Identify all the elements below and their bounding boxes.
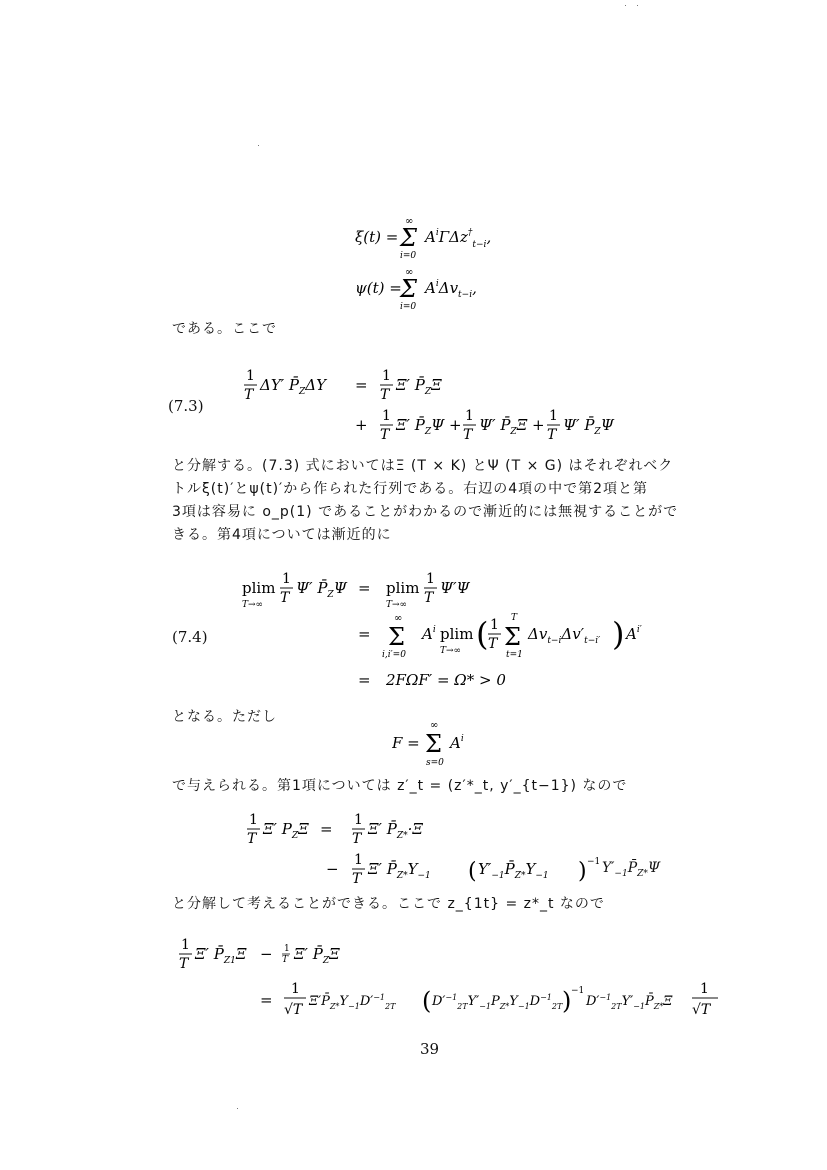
svg-text:T: T [352, 831, 362, 847]
svg-text:Ξ′ P̄ZΞ: Ξ′ $P̄_Z\Xi$ [396, 376, 442, 397]
svg-text:t=1: t=1 [506, 650, 523, 660]
svg-text:Ξ′P̄Z*Y−1D′−12T: $\Xi'P̄_{Z*}Y_{-1}D'^{-1}_{2T}$ [309, 993, 396, 1011]
svg-text:T: T [280, 590, 290, 606]
equation-first-term-tail-text: $Y'_{-1}P̄_{Z*}\Psi$ [602, 860, 661, 879]
svg-text:1: 1 [354, 852, 363, 868]
svg-text:): ) [562, 987, 572, 1015]
equation-7-3-render [243, 366, 663, 446]
svg-text:+: + [355, 416, 368, 434]
svg-text:2FΩF′ = Ω* > 0: 2FΩF′ = Ω* > 0 [386, 671, 506, 689]
equation-first-term-render [246, 810, 626, 890]
equation-xi [355, 212, 655, 260]
svg-text:Ξ′ P̄Z*Y−1: Ξ′ $P̄_{Z*}Y_{-1}$ [368, 860, 431, 881]
svg-text:F =: F = [392, 734, 420, 752]
equation-first-term-tail [602, 860, 660, 879]
svg-text:√T: √T [284, 1002, 303, 1018]
svg-text:−: − [326, 860, 339, 878]
svg-text:−: − [260, 945, 273, 963]
svg-text:D′−12TY′−1PZ*Y−1D−12T: $D'^{-1}_{2T}Y'_{-1}P_{Z*}Y_{-1}D^{-1}_{2T}$ [432, 993, 563, 1011]
svg-text:Ξ′ P̄Z1Ξ: Ξ′ $P̄_{Z1}\Xi$ [195, 945, 247, 966]
svg-text:i,i′=0: i,i′=0 [382, 650, 406, 660]
svg-text:Ai: $A^i$ [422, 625, 436, 643]
svg-text:i=0: i=0 [400, 251, 417, 260]
svg-text:Ψ′Ψ: Ψ′Ψ [440, 579, 470, 597]
svg-text:T: T [247, 831, 257, 847]
paragraph-given: で与えられる。第1項については z′_t = (z′*_t, y′_{t−1}) なので [172, 778, 628, 794]
equation-xi-render [355, 212, 655, 260]
equation-7-4 [240, 565, 680, 695]
equation-psi [355, 265, 655, 313]
svg-text:1: 1 [382, 368, 391, 384]
svg-text:(: ( [468, 859, 477, 884]
svg-text:Ψ′ P̄ZΞ +: Ψ′ $P̄_Z\Xi$ + [479, 416, 545, 437]
svg-text:AiΓΔz†t−i,: $A^i\Gamma\Delta z^\dagger_{t-i}$, [425, 228, 492, 250]
svg-text:ΔY′ P̄ZΔY: ΔY′ $P̄_Z\Delta Y$ [260, 376, 327, 397]
paragraph-decomposition-line4: きる。第4項については漸近的に [172, 527, 392, 543]
svg-text:Ai′: $A^{i'}$ [626, 625, 642, 643]
svg-text:=: = [358, 579, 371, 597]
svg-text:): ) [612, 615, 625, 653]
svg-text:s=0: s=0 [426, 758, 444, 768]
svg-text:T→∞: T→∞ [440, 646, 462, 656]
svg-text:Σ: Σ [388, 623, 405, 651]
svg-text:Σ: Σ [400, 224, 417, 252]
svg-text:−1: −1 [571, 986, 585, 996]
svg-text:=: = [358, 625, 371, 643]
equation-first-term [246, 810, 626, 890]
page-number: 39 [420, 1040, 440, 1058]
paragraph-decomposition-line3: 3項は容易に o_p(1) であることがわかるので漸近的には無視することがで [172, 504, 679, 520]
svg-text:T: T [511, 613, 518, 623]
svg-text:∞: ∞ [405, 267, 414, 278]
paragraph-decomposition-line2: トルξ(t)′とψ(t)′から作られた行列である。右辺の4項の中で第2項と第 [172, 481, 649, 497]
svg-text:Ξ′ PZΞ: Ξ′ $P_Z\Xi$ [263, 820, 309, 841]
svg-text:Ψ′ P̄ZΨ: Ψ′ $P̄_Z\Psi$ [296, 579, 347, 600]
svg-text:T: T [380, 387, 390, 403]
svg-text:1: 1 [490, 617, 499, 633]
svg-text:(: ( [422, 987, 432, 1015]
svg-text:ξ(t) =: ξ(t) = [355, 228, 399, 246]
svg-text:=: = [320, 820, 333, 838]
equation-number-7-3: (7.3) [168, 397, 204, 415]
equation-F [392, 718, 512, 768]
svg-text:1: 1 [426, 571, 435, 587]
svg-text:T: T [380, 427, 390, 443]
svg-text:T→∞: T→∞ [386, 600, 408, 610]
equation-number-7-4: (7.4) [172, 628, 208, 646]
svg-text:T: T [488, 636, 498, 652]
svg-text:T: T [282, 955, 289, 965]
svg-text:T: T [179, 956, 189, 972]
scan-speck [637, 5, 638, 6]
equation-difference-render [178, 935, 723, 1025]
svg-text:1: 1 [291, 981, 300, 997]
svg-text:T: T [424, 590, 434, 606]
svg-text:=: = [260, 991, 273, 1009]
svg-text:): ) [578, 859, 587, 884]
svg-text:−1: −1 [587, 857, 601, 867]
svg-text:∞: ∞ [394, 613, 403, 624]
scan-speck [237, 1108, 238, 1109]
svg-text:T: T [463, 427, 473, 443]
svg-text:T: T [547, 427, 557, 443]
svg-text:Ξ′ P̄ZΨ +: Ξ′ $P̄_Z\Psi$ + [396, 416, 462, 437]
svg-text:=: = [358, 671, 371, 689]
svg-text:1: 1 [284, 944, 290, 954]
svg-text:T: T [244, 387, 254, 403]
equation-F-render [392, 718, 512, 768]
svg-text:=: = [355, 376, 368, 394]
paragraph-decompose: と分解して考えることができる。ここで z_{1t} = z*_t なので [172, 896, 605, 912]
svg-text:AiΔvt−i,: $A^i\Delta v_{t-i}$, [425, 279, 477, 300]
paragraph-intro: である。ここで [172, 321, 277, 337]
svg-text:Ai: $A^i$ [450, 734, 464, 752]
svg-text:Ξ′ P̄ZΞ: Ξ′ $P̄_Z\Xi$ [294, 945, 340, 966]
svg-text:1: 1 [700, 981, 709, 997]
svg-text:plim: plim [386, 579, 420, 597]
svg-text:1: 1 [181, 937, 190, 953]
svg-text:1: 1 [549, 408, 558, 424]
svg-text:1: 1 [249, 812, 258, 828]
svg-text:ψ(t) =: ψ(t) = [355, 279, 402, 297]
svg-text:Y′−1P̄Z*Y−1: $Y'_{-1}P̄_{Z*}Y_{-1}$ [478, 860, 549, 881]
svg-text:T→∞: T→∞ [242, 600, 264, 610]
equation-difference [178, 935, 723, 1025]
equation-7-3 [243, 366, 663, 446]
svg-text:T: T [352, 871, 362, 887]
svg-text:1: 1 [246, 368, 255, 384]
svg-text:Σ: Σ [504, 623, 521, 651]
svg-text:(: ( [476, 615, 489, 653]
svg-text:Ψ′ P̄ZΨ: Ψ′ $P̄_Z\Psi$ [563, 416, 614, 437]
scan-speck [625, 5, 626, 6]
svg-text:√T: √T [692, 1002, 711, 1018]
svg-text:Ξ′ P̄Z*·Ξ: Ξ′ $P̄_{Z*}\cdot\Xi$ [368, 820, 423, 841]
equation-psi-render [355, 265, 655, 313]
svg-text:plim: plim [440, 625, 474, 643]
svg-text:1: 1 [382, 408, 391, 424]
svg-text:plim: plim [242, 579, 276, 597]
svg-text:Σ: Σ [400, 275, 417, 303]
svg-text:∞: ∞ [405, 216, 414, 227]
svg-text:i=0: i=0 [400, 302, 417, 312]
equation-7-4-render [240, 565, 680, 695]
svg-text:Σ: Σ [425, 730, 442, 758]
svg-text:Δvt−iΔv′t−i′: $\Delta v_{t-i}\Delta v'_{t-i'}$ [528, 625, 601, 646]
svg-text:D′−12TY′−1P̄Z*Ξ: $D'^{-1}_{2T}Y'_{-1}P̄_{Z*}\Xi$ [586, 993, 673, 1011]
svg-text:1: 1 [465, 408, 474, 424]
svg-text:1: 1 [354, 812, 363, 828]
paragraph-where: となる。ただし [172, 709, 277, 725]
svg-text:∞: ∞ [430, 720, 439, 731]
svg-text:1: 1 [282, 571, 291, 587]
scan-speck [258, 145, 259, 146]
paragraph-decomposition-line1: と分解する。(7.3) 式においてはΞ (T × K) とΨ (T × G) はそれぞれベク [172, 458, 674, 474]
